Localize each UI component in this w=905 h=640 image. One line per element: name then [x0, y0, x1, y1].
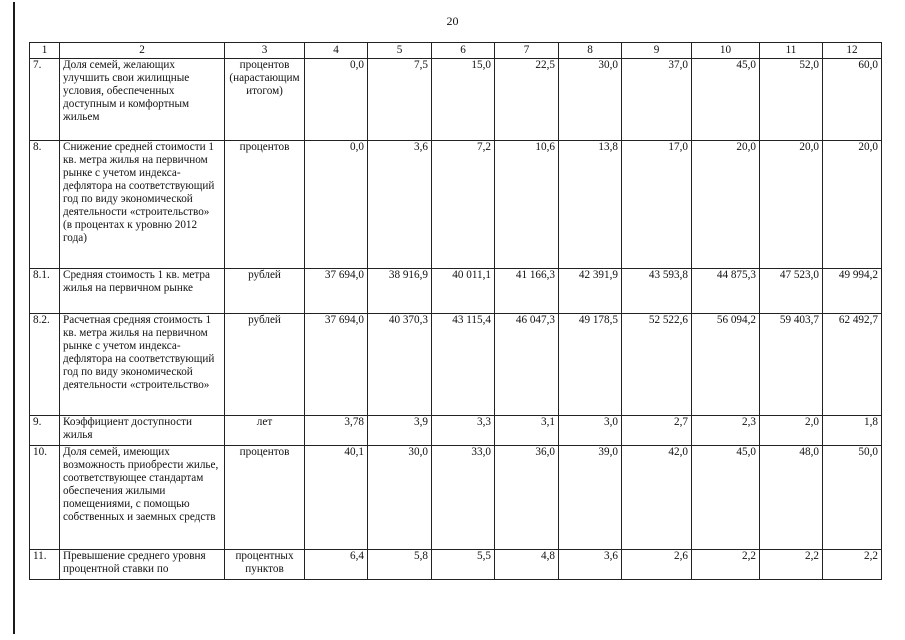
value-cell: 3,78	[305, 416, 368, 446]
value-cell: 49 178,5	[559, 314, 622, 416]
value-cell: 20,0	[760, 141, 823, 269]
value-cell: 37 694,0	[305, 314, 368, 416]
value-cell: 60,0	[823, 59, 882, 141]
value-cell: 45,0	[692, 59, 760, 141]
value-cell: 59 403,7	[760, 314, 823, 416]
value-cell: 17,0	[622, 141, 692, 269]
table-row	[30, 59, 882, 141]
indicator-name: Коэффициент доступности жилья	[60, 416, 225, 446]
row-number: 8.	[30, 141, 60, 269]
indicator-name: Доля семей, желающих улучшить свои жилищные условия, обеспеченных доступным и комфортным жильем	[60, 59, 225, 141]
value-cell: 3,6	[559, 550, 622, 580]
value-cell: 7,2	[432, 141, 495, 269]
column-header: 3	[225, 43, 305, 59]
unit-cell: процентов	[225, 141, 305, 269]
value-cell: 2,0	[760, 416, 823, 446]
value-cell: 47 523,0	[760, 269, 823, 314]
unit-cell: процентных пунктов	[225, 550, 305, 580]
table-row	[30, 141, 882, 269]
value-cell: 3,1	[495, 416, 559, 446]
value-cell: 4,8	[495, 550, 559, 580]
value-cell: 0,0	[305, 141, 368, 269]
row-number: 9.	[30, 416, 60, 446]
value-cell: 39,0	[559, 446, 622, 550]
indicators-table	[29, 42, 882, 580]
value-cell: 50,0	[823, 446, 882, 550]
value-cell: 37,0	[622, 59, 692, 141]
indicator-name: Средняя стоимость 1 кв. метра жилья на первичном рынке	[60, 269, 225, 314]
column-header: 6	[432, 43, 495, 59]
row-number: 11.	[30, 550, 60, 580]
table-row	[30, 314, 882, 416]
value-cell: 36,0	[495, 446, 559, 550]
value-cell: 43 115,4	[432, 314, 495, 416]
indicator-name: Снижение средней стоимости 1 кв. метра жилья на первичном рынке с учетом индекса-дефлятора на соответствующий год по виду экономической деятельности «строительство» (в процентах к уровню 2012 года)	[60, 141, 225, 269]
value-cell: 1,8	[823, 416, 882, 446]
binding-margin-line	[13, 2, 15, 634]
value-cell: 38 916,9	[368, 269, 432, 314]
table-row	[30, 416, 882, 446]
value-cell: 7,5	[368, 59, 432, 141]
value-cell: 2,2	[823, 550, 882, 580]
value-cell: 20,0	[823, 141, 882, 269]
column-header: 7	[495, 43, 559, 59]
table-row	[30, 446, 882, 550]
value-cell: 56 094,2	[692, 314, 760, 416]
value-cell: 5,8	[368, 550, 432, 580]
value-cell: 20,0	[692, 141, 760, 269]
column-header: 9	[622, 43, 692, 59]
value-cell: 15,0	[432, 59, 495, 141]
row-number: 7.	[30, 59, 60, 141]
value-cell: 40 370,3	[368, 314, 432, 416]
column-header: 5	[368, 43, 432, 59]
value-cell: 37 694,0	[305, 269, 368, 314]
value-cell: 3,9	[368, 416, 432, 446]
value-cell: 43 593,8	[622, 269, 692, 314]
value-cell: 2,7	[622, 416, 692, 446]
table-row	[30, 550, 882, 580]
value-cell: 48,0	[760, 446, 823, 550]
column-header: 10	[692, 43, 760, 59]
value-cell: 46 047,3	[495, 314, 559, 416]
value-cell: 41 166,3	[495, 269, 559, 314]
value-cell: 52,0	[760, 59, 823, 141]
table-row	[30, 269, 882, 314]
value-cell: 5,5	[432, 550, 495, 580]
value-cell: 2,3	[692, 416, 760, 446]
column-header: 2	[60, 43, 225, 59]
unit-cell: процентов	[225, 446, 305, 550]
value-cell: 40 011,1	[432, 269, 495, 314]
indicator-name: Расчетная средняя стоимость 1 кв. метра жилья на первичном рынке с учетом индекса-дефлятора на соответствующий год по виду экономической деятельности «строительство»	[60, 314, 225, 416]
row-number: 10.	[30, 446, 60, 550]
row-number: 8.2.	[30, 314, 60, 416]
page-number: 20	[446, 14, 459, 28]
value-cell: 49 994,2	[823, 269, 882, 314]
unit-cell: рублей	[225, 269, 305, 314]
column-header: 12	[823, 43, 882, 59]
value-cell: 3,6	[368, 141, 432, 269]
value-cell: 44 875,3	[692, 269, 760, 314]
value-cell: 2,2	[760, 550, 823, 580]
value-cell: 42,0	[622, 446, 692, 550]
value-cell: 22,5	[495, 59, 559, 141]
unit-cell: рублей	[225, 314, 305, 416]
indicator-name: Доля семей, имеющих возможность приобрести жилье, соответствующее стандартам обеспечения жилыми помещениями, с помощью собственных и заемных средств	[60, 446, 225, 550]
value-cell: 3,3	[432, 416, 495, 446]
value-cell: 2,2	[692, 550, 760, 580]
value-cell: 10,6	[495, 141, 559, 269]
value-cell: 0,0	[305, 59, 368, 141]
value-cell: 6,4	[305, 550, 368, 580]
value-cell: 30,0	[559, 59, 622, 141]
value-cell: 13,8	[559, 141, 622, 269]
value-cell: 2,6	[622, 550, 692, 580]
value-cell: 62 492,7	[823, 314, 882, 416]
value-cell: 3,0	[559, 416, 622, 446]
row-number: 8.1.	[30, 269, 60, 314]
value-cell: 33,0	[432, 446, 495, 550]
value-cell: 30,0	[368, 446, 432, 550]
indicator-name: Превышение среднего уровня процентной ставки по	[60, 550, 225, 580]
column-header: 1	[30, 43, 60, 59]
value-cell: 45,0	[692, 446, 760, 550]
header-row	[30, 43, 882, 59]
value-cell: 40,1	[305, 446, 368, 550]
column-header: 8	[559, 43, 622, 59]
unit-cell: процентов (нарастающим итогом)	[225, 59, 305, 141]
unit-cell: лет	[225, 416, 305, 446]
value-cell: 52 522,6	[622, 314, 692, 416]
value-cell: 42 391,9	[559, 269, 622, 314]
column-header: 11	[760, 43, 823, 59]
column-header: 4	[305, 43, 368, 59]
